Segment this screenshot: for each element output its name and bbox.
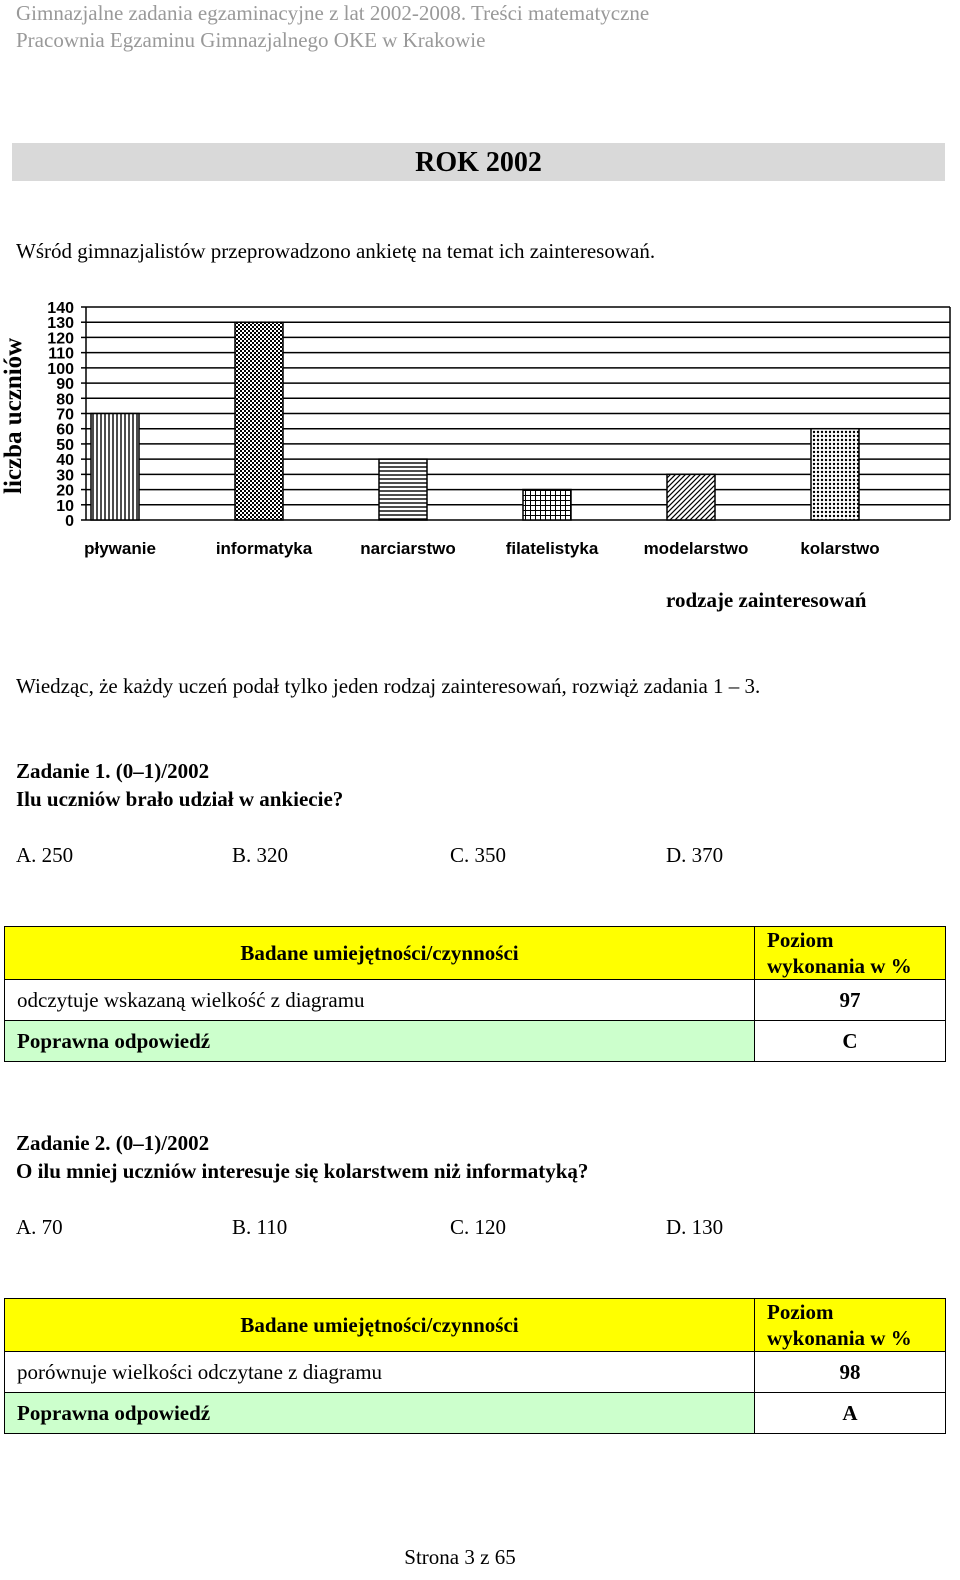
task1-option-d: D. 370 (666, 843, 724, 867)
x-tick-label: kolarstwo (800, 539, 880, 558)
answer-cell: A (755, 1393, 946, 1434)
bar-5 (811, 429, 859, 520)
task2-option-b: B. 110 (232, 1215, 288, 1239)
task1-question: Ilu uczniów brało udział w ankiecie? (16, 787, 344, 811)
y-tick-label: 100 (47, 360, 74, 378)
level-header-line-2: wykonania w % (767, 1326, 912, 1350)
skill-header: Badane umiejętności/czynności (5, 927, 755, 980)
y-tick-label: 70 (56, 406, 74, 424)
task2-option-a: A. 70 (16, 1215, 63, 1239)
y-tick-label: 40 (56, 452, 74, 470)
bar-1 (235, 322, 283, 520)
level-cell: 98 (755, 1352, 946, 1393)
task2-title: Zadanie 2. (0–1)/2002 (16, 1131, 210, 1155)
level-header-line-1: Poziom (767, 1300, 834, 1324)
header-line-2: Pracownia Egzaminu Gimnazjalnego OKE w Krakowie (16, 28, 486, 52)
y-tick-label: 0 (65, 513, 74, 530)
task2-table (4, 1298, 946, 1434)
year-title: ROK 2002 (12, 143, 945, 181)
task1-option-b: B. 320 (232, 843, 289, 867)
bar-0 (91, 414, 139, 521)
y-tick-label: 140 (47, 300, 74, 317)
y-tick-label: 120 (47, 330, 74, 348)
task1-title: Zadanie 1. (0–1)/2002 (16, 759, 210, 783)
skill-cell: porównuje wielkości odczytane z diagramu (5, 1352, 755, 1393)
y-axis-label: liczba uczniów (0, 337, 27, 494)
x-tick-label: narciarstwo (360, 539, 456, 558)
task2-option-c: C. 120 (450, 1215, 507, 1239)
header-line-1: Gimnazjalne zadania egzaminacyjne z lat 2002-2008. Treści matematyczne (16, 1, 650, 25)
bar-4 (667, 474, 715, 520)
level-header (755, 927, 946, 980)
answer-label: Poprawna odpowiedź (5, 1021, 755, 1062)
level-header-line-2: wykonania w % (767, 954, 912, 978)
y-tick-label: 110 (48, 345, 74, 363)
task2-question: O ilu mniej uczniów interesuje się kolarstwem niż informatyką? (16, 1159, 589, 1183)
skill-header: Badane umiejętności/czynności (5, 1299, 755, 1352)
x-tick-label: filatelistyka (505, 539, 599, 558)
task1-option-a: A. 250 (16, 843, 74, 867)
y-tick-label: 10 (56, 497, 74, 515)
x-axis-title: rodzaje zainteresowań (666, 588, 867, 612)
y-tick-label: 30 (56, 467, 74, 485)
bar-3 (523, 490, 571, 520)
bar-2 (379, 459, 427, 520)
y-tick-label: 20 (56, 482, 74, 500)
instruction-text: Wiedząc, że każdy uczeń podał tylko jeden rodzaj zainteresowań, rozwiąż zadania 1 – 3. (16, 674, 761, 698)
task2-option-d: D. 130 (666, 1215, 724, 1239)
bar-chart (0, 290, 960, 580)
x-tick-label: informatyka (215, 539, 313, 558)
answer-cell: C (755, 1021, 946, 1062)
level-header-line-1: Poziom (767, 928, 834, 952)
level-header (755, 1299, 946, 1352)
y-tick-label: 130 (47, 315, 74, 333)
level-cell: 97 (755, 980, 946, 1021)
skill-cell: odczytuje wskazaną wielkość z diagramu (5, 980, 755, 1021)
task1-table (4, 926, 946, 1062)
intro-text: Wśród gimnazjalistów przeprowadzono ankietę na temat ich zainteresowań. (16, 239, 656, 263)
task1-option-c: C. 350 (450, 843, 507, 867)
x-tick-label: modelarstwo (643, 539, 749, 558)
y-tick-label: 60 (56, 421, 74, 439)
page-number: Strona 3 z 65 (404, 1545, 516, 1569)
y-tick-label: 50 (56, 436, 74, 454)
x-tick-label: pływanie (84, 539, 156, 558)
y-tick-label: 80 (56, 391, 74, 409)
answer-label: Poprawna odpowiedź (5, 1393, 755, 1434)
y-tick-label: 90 (56, 376, 74, 394)
